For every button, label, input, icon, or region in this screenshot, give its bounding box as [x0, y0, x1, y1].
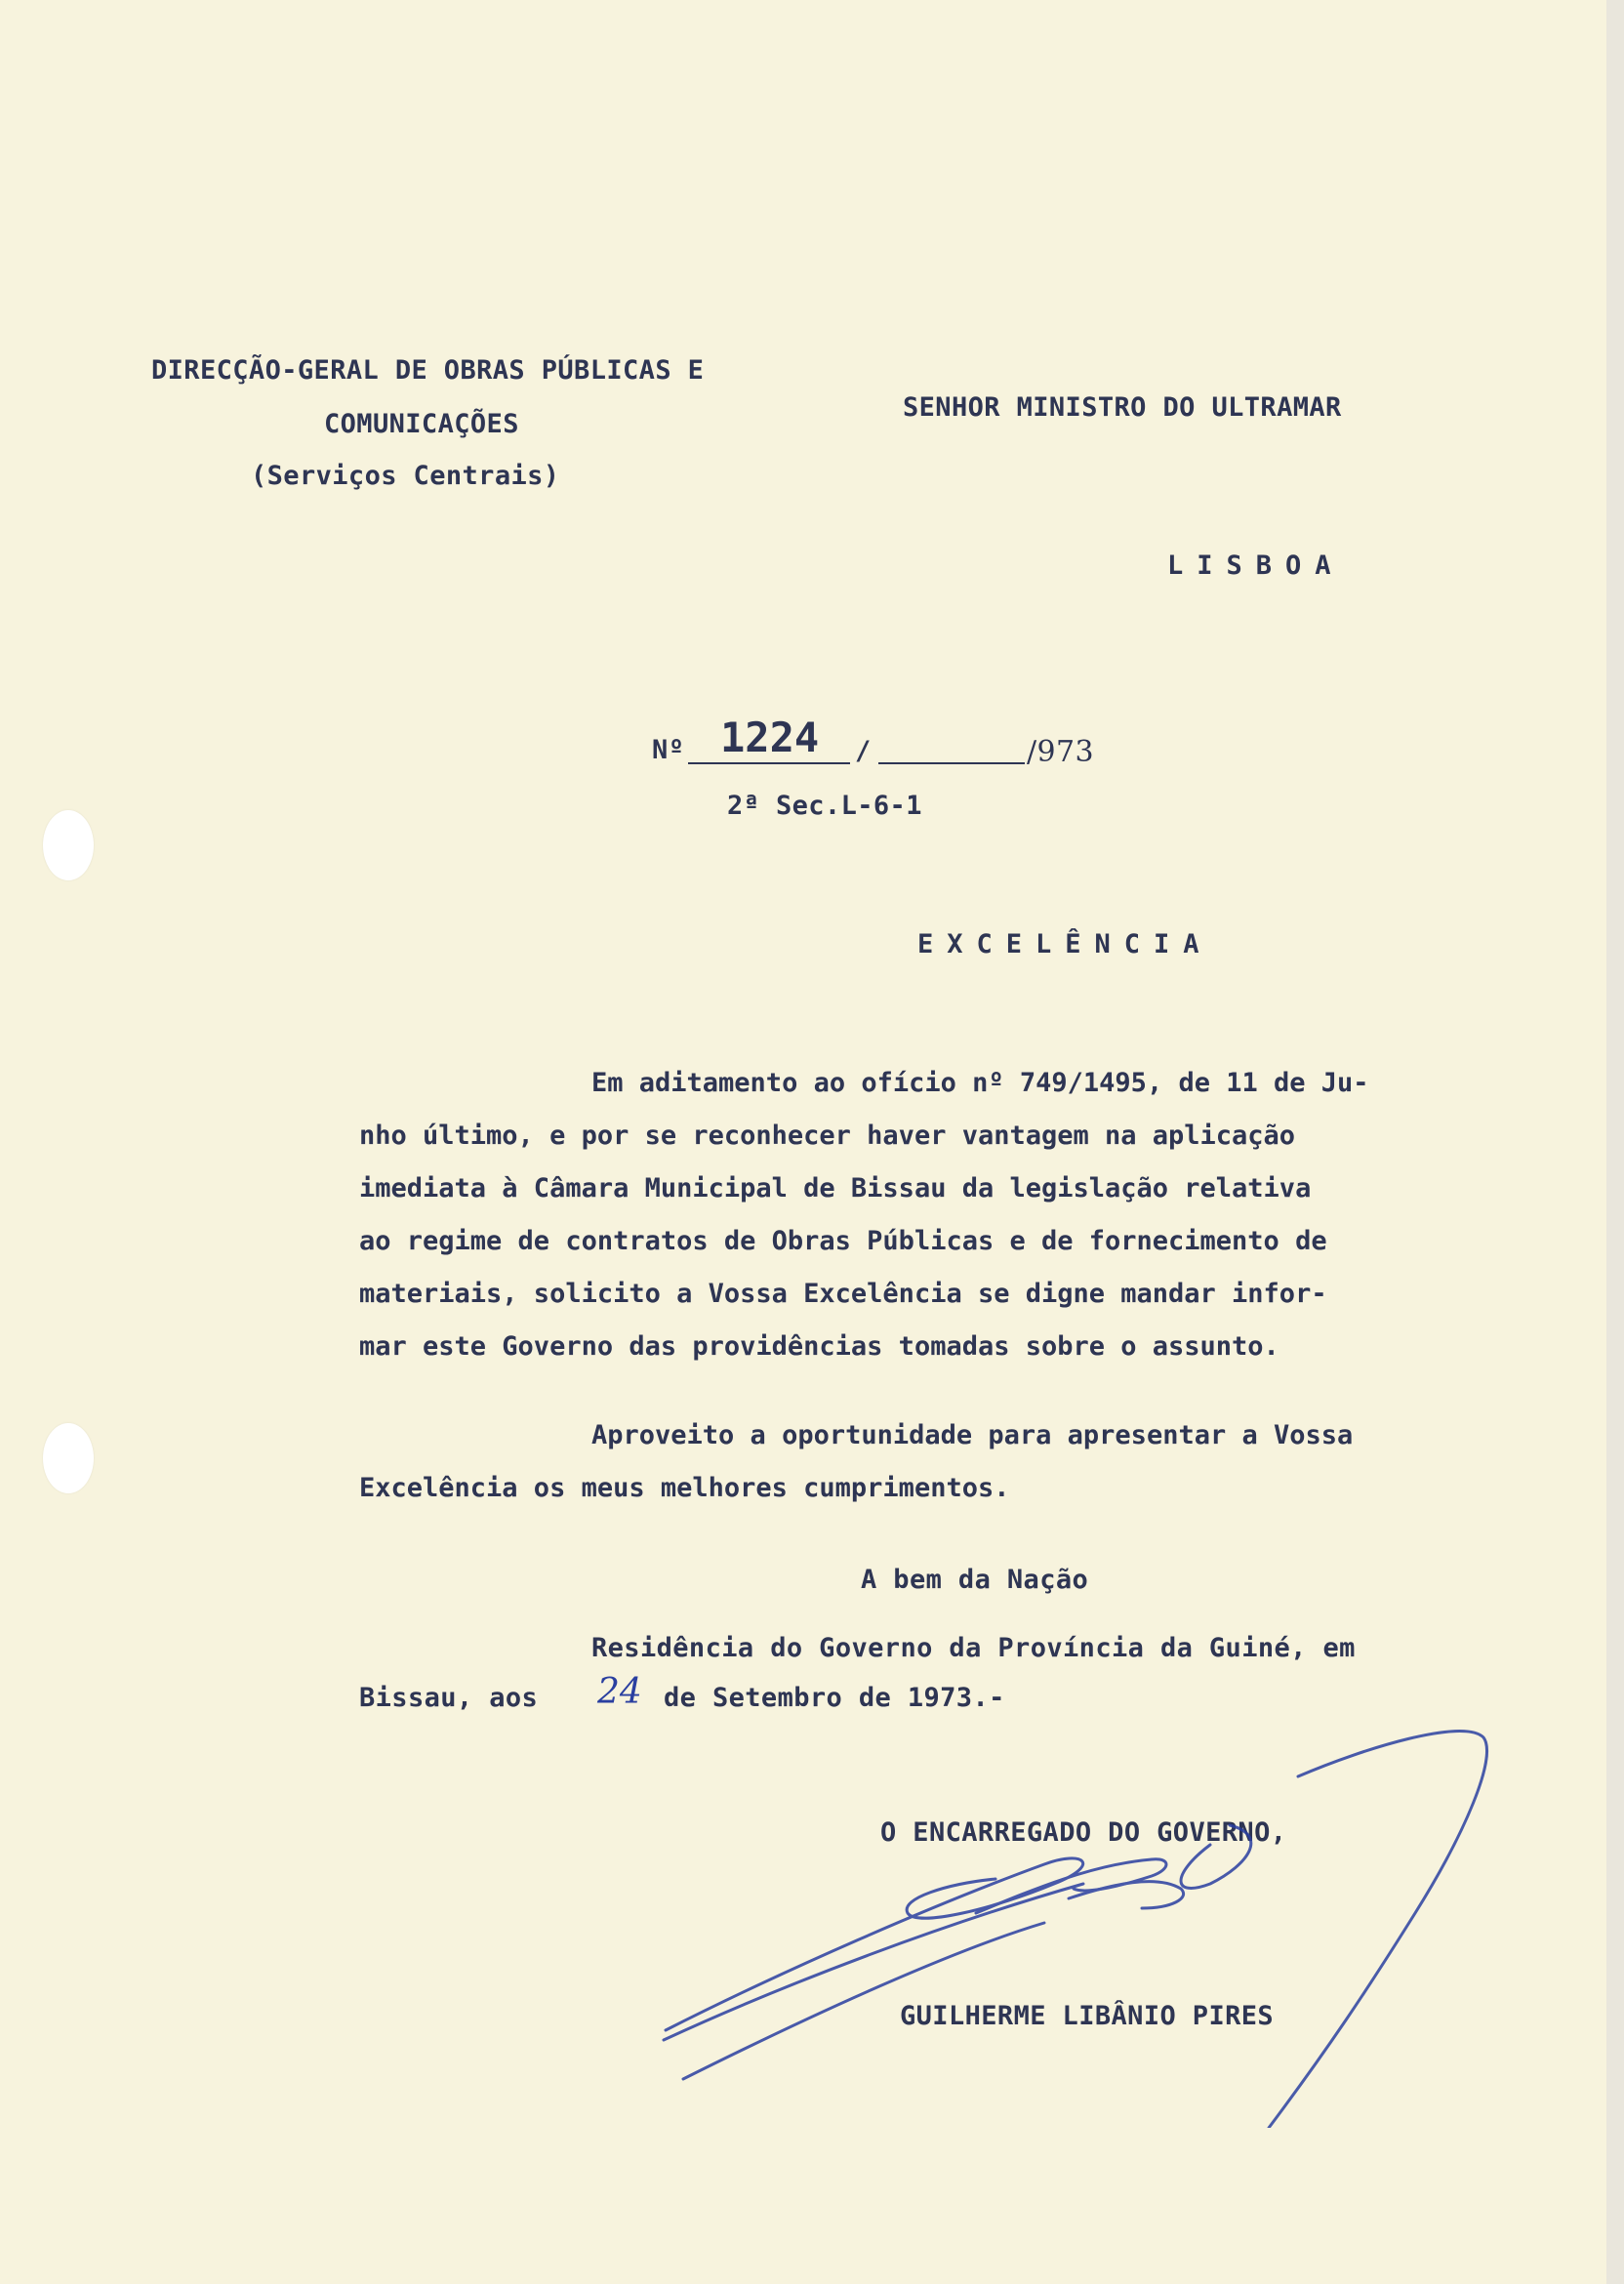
closing-place-prefix: Bissau, aos [359, 1683, 539, 1713]
reference-year: /973 [1027, 735, 1094, 769]
reference-section: 2ª Sec.L-6-1 [727, 791, 922, 821]
body-line: Aproveito a oportunidade para apresentar a Vossa [591, 1420, 1354, 1450]
signature-title: O ENCARREGADO DO GOVERNO, [880, 1817, 1287, 1848]
sender-line-3: (Serviços Centrais) [251, 461, 560, 491]
body-line: nho último, e por se reconhecer haver vantagem na aplicação [359, 1121, 1296, 1151]
body-paragraph-2 [359, 1409, 1353, 1515]
reference-number-underline [688, 762, 850, 764]
closing-motto: A bem da Nação [861, 1565, 1089, 1595]
punch-hole-bottom [43, 1423, 94, 1493]
body-line: mar este Governo das providências tomadas sobre o assunto. [359, 1331, 1279, 1362]
reference-prefix: Nº [652, 735, 685, 765]
body-line: ao regime de contratos de Obras Públicas e de fornecimento de [359, 1226, 1327, 1256]
reference-blank-underline [878, 762, 1025, 764]
body-line: materiais, solicito a Vossa Excelência se digne mandar infor- [359, 1279, 1327, 1309]
sender-line-2: COMUNICAÇÕES [324, 409, 519, 439]
reference-number: 1224 [720, 714, 820, 761]
closing-place-line-1: Residência do Governo da Província da Guiné, em [591, 1633, 1356, 1663]
closing-place-suffix: de Setembro de 1973.- [664, 1683, 1005, 1713]
punch-hole-top [43, 810, 94, 880]
salutation: EXCELÊNCIA [917, 929, 1213, 959]
reference-slash: / [855, 736, 872, 766]
signature-name: GUILHERME LIBÂNIO PIRES [900, 2001, 1275, 2031]
body-paragraph-1 [359, 1057, 1369, 1373]
handwritten-day: 24 [597, 1672, 642, 1712]
body-line: Excelência os meus melhores cumprimentos. [359, 1473, 1010, 1503]
body-line: imediata à Câmara Municipal de Bissau da legislação relativa [359, 1173, 1312, 1203]
recipient: SENHOR MINISTRO DO ULTRAMAR [903, 392, 1342, 423]
page-edge [1606, 0, 1624, 2284]
recipient-city: LISBOA [1167, 551, 1345, 581]
body-line: Em aditamento ao ofício nº 749/1495, de 11 de Ju- [591, 1068, 1369, 1098]
handwritten-signature [625, 1718, 1503, 2128]
sender-line-1: DIRECÇÃO-GERAL DE OBRAS PÚBLICAS E [151, 355, 705, 386]
